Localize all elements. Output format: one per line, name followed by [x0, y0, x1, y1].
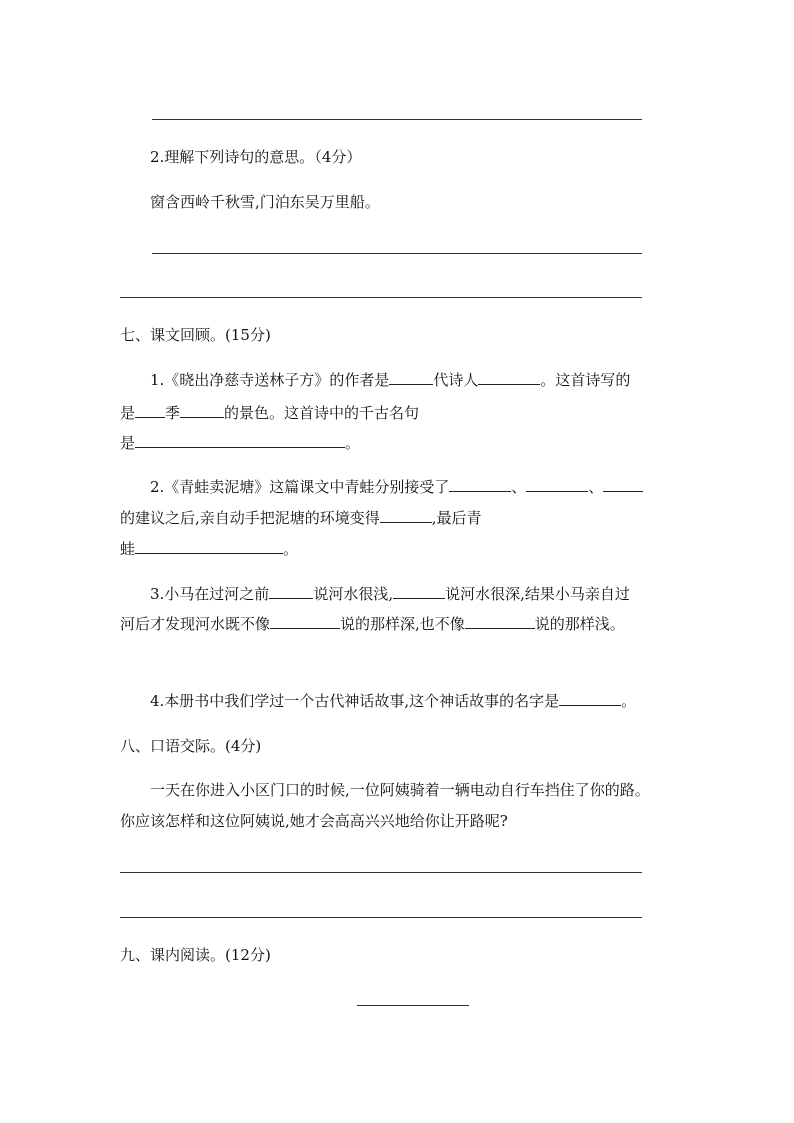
blank-frog-outcome[interactable] [135, 539, 283, 554]
q7-2-text-e: ,最后青 [431, 509, 482, 527]
q7-1-text-b: 代诗人 [433, 371, 479, 389]
blank-suggestion-3[interactable] [603, 477, 643, 492]
question-7-2-line-1 [150, 477, 643, 497]
q7-2-text-c: 、 [588, 478, 604, 496]
question-7-3-line-2 [120, 614, 625, 634]
blank-who-shallow[interactable] [269, 584, 313, 599]
blank-poet[interactable] [478, 370, 540, 385]
blank-not-deep[interactable] [270, 614, 340, 629]
q7-1-text-g: 是 [120, 434, 136, 452]
section-7-heading: 七、课文回顾。(15分) [120, 326, 271, 344]
q7-1-text-c: 。这首诗写的 [540, 371, 631, 389]
answer-line-6-2-a[interactable] [152, 253, 642, 254]
blank-suggestion-1[interactable] [449, 477, 511, 492]
blank-not-shallow[interactable] [465, 614, 535, 629]
q7-2-text-f: 蛙 [120, 540, 136, 558]
q7-1-text-f: 的景色。这首诗中的千古名句 [224, 404, 420, 422]
q7-1-text-a: 1.《晓出净慈寺送林子方》的作者是 [150, 371, 390, 389]
q7-2-text-g: 。 [283, 540, 299, 558]
section-8-prompt-line-1: 一天在你进入小区门口的时候,一位阿姨骑着一辆电动自行车挡住了你的路。 [150, 781, 650, 799]
q7-3-text-e: 说的那样深,也不像 [340, 615, 465, 633]
section-8-prompt-line-2: 你应该怎样和这位阿姨说,她才会高高兴兴地给你让开路呢? [120, 812, 508, 830]
q7-1-text-h: 。 [345, 434, 361, 452]
q7-1-text-d: 是 [120, 404, 136, 422]
question-7-2-line-2 [120, 508, 482, 528]
title-blank-line[interactable] [357, 1005, 469, 1006]
q7-3-text-d: 河后才发现河水既不像 [120, 615, 271, 633]
blank-famous-line[interactable] [135, 433, 345, 448]
blank-scene[interactable] [180, 403, 224, 418]
blank-dynasty[interactable] [389, 370, 433, 385]
question-6-2-title: 2.理解下列诗句的意思。（4分） [150, 148, 362, 166]
blank-who-deep[interactable] [393, 584, 445, 599]
section-8-heading: 八、口语交际。(4分) [120, 737, 262, 755]
blank-season[interactable] [135, 403, 165, 418]
poem-line: 窗含西岭千秋雪,门泊东吴万里船。 [150, 193, 380, 211]
question-7-1-line-3 [120, 433, 360, 453]
blank-environment[interactable] [380, 508, 432, 523]
answer-line-6-2-b[interactable] [120, 297, 642, 298]
question-7-3-line-1 [150, 584, 630, 604]
q7-3-text-f: 说的那样浅。 [534, 615, 625, 633]
q7-3-text-c: 说河水很深,结果小马亲自过 [445, 585, 630, 603]
question-7-1-line-2 [120, 403, 419, 423]
q7-3-text-b: 说河水很浅, [313, 585, 394, 603]
q7-4-text-a: 4.本册书中我们学过一个古代神话故事,这个神话故事的名字是 [150, 692, 560, 710]
q7-1-text-e: 季 [165, 404, 181, 422]
answer-line-8-b[interactable] [120, 917, 642, 918]
q7-4-text-b: 。 [621, 692, 637, 710]
q7-2-text-d: 的建议之后,亲自动手把泥塘的环境变得 [120, 509, 380, 527]
question-7-1-line-1 [150, 370, 630, 390]
q7-2-text-b: 、 [511, 478, 527, 496]
q7-3-text-a: 3.小马在过河之前 [150, 585, 270, 603]
section-9-heading: 九、课内阅读。(12分) [120, 946, 271, 964]
question-7-2-line-3 [120, 539, 298, 559]
question-7-4 [150, 691, 636, 711]
blank-myth-name[interactable] [559, 691, 621, 706]
answer-line-top[interactable] [152, 119, 642, 120]
blank-suggestion-2[interactable] [526, 477, 588, 492]
answer-line-8-a[interactable] [120, 872, 642, 873]
q7-2-text-a: 2.《青蛙卖泥塘》这篇课文中青蛙分别接受了 [150, 478, 450, 496]
